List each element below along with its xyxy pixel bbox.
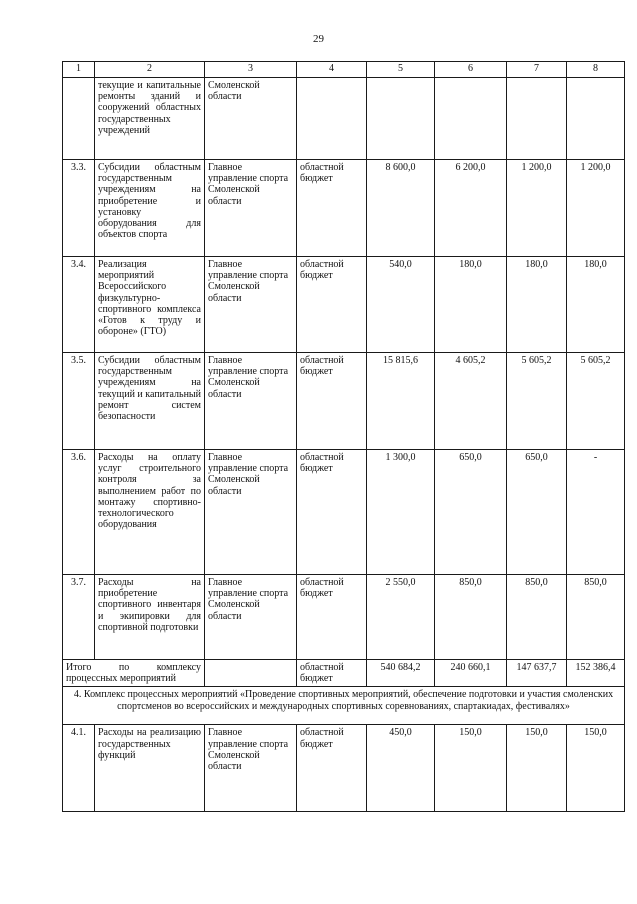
funding-source: областной бюджет: [297, 353, 367, 450]
funding-source: областной бюджет: [297, 575, 367, 660]
responsible-org: Главное управление спорта Смоленской области: [205, 160, 297, 257]
value-col8: 152 386,4: [567, 660, 625, 687]
col-header-2: 2: [95, 62, 205, 78]
item-number: 3.5.: [63, 353, 95, 450]
header-row: [63, 62, 625, 78]
item-name: Расходы на оплату услуг строительного контроля за выполнением работ по монтажу спортивно-технологического оборудования: [95, 450, 205, 575]
col-header-6: 6: [435, 62, 507, 78]
value-col6: 650,0: [435, 450, 507, 575]
budget-table: [62, 61, 625, 812]
item-number: [63, 78, 95, 160]
value-col7: 147 637,7: [507, 660, 567, 687]
value-col7: 150,0: [507, 725, 567, 812]
col-header-3: 3: [205, 62, 297, 78]
responsible-org: Главное управление спорта Смоленской области: [205, 257, 297, 353]
item-number: 3.6.: [63, 450, 95, 575]
value-col8: 1 200,0: [567, 160, 625, 257]
table-row: [63, 450, 625, 575]
table-row: [63, 78, 625, 160]
item-name: Реализация мероприятий Всероссийского физкультурно-спортивного комплекса «Готов к труду и обороне» (ГТО): [95, 257, 205, 353]
value-col7: 850,0: [507, 575, 567, 660]
page-number: 29: [313, 33, 324, 45]
table-row: [63, 257, 625, 353]
value-col5: 540 684,2: [367, 660, 435, 687]
value-col5: [367, 78, 435, 160]
col-header-8: 8: [567, 62, 625, 78]
value-col5: 15 815,6: [367, 353, 435, 450]
value-col6: [435, 78, 507, 160]
funding-source: [297, 78, 367, 160]
value-col8: 5 605,2: [567, 353, 625, 450]
item-number: 4.1.: [63, 725, 95, 812]
value-col6: 4 605,2: [435, 353, 507, 450]
value-col8: 180,0: [567, 257, 625, 353]
item-name: Субсидии областным государственным учреждениям на текущий и капитальный ремонт систем безопасности: [95, 353, 205, 450]
value-col8: 150,0: [567, 725, 625, 812]
value-col6: 180,0: [435, 257, 507, 353]
value-col5: 8 600,0: [367, 160, 435, 257]
item-number: 3.3.: [63, 160, 95, 257]
value-col5: 1 300,0: [367, 450, 435, 575]
item-name: Расходы на приобретение спортивного инвентаря и экипировки для спортивной подготовки: [95, 575, 205, 660]
table-row: [63, 353, 625, 450]
item-number: 3.7.: [63, 575, 95, 660]
value-col6: 240 660,1: [435, 660, 507, 687]
section-title: 4. Комплекс процессных мероприятий «Проведение спортивных мероприятий, обеспечение подготовки и участия смоленских спортсменов во всероссийских и международных спортивных соревнованиях, спартакиадах, фестивалях»: [63, 687, 625, 725]
total-row: [63, 660, 625, 687]
col-header-1: 1: [63, 62, 95, 78]
funding-source: областной бюджет: [297, 160, 367, 257]
col-header-7: 7: [507, 62, 567, 78]
funding-source: областной бюджет: [297, 257, 367, 353]
value-col7: 180,0: [507, 257, 567, 353]
col-header-5: 5: [367, 62, 435, 78]
section-row: [63, 687, 625, 725]
responsible-org: Главное управление спорта Смоленской области: [205, 353, 297, 450]
item-name: текущие и капитальные ремонты зданий и сооружений областных государственных учреждений: [95, 78, 205, 160]
value-col7: 650,0: [507, 450, 567, 575]
value-col5: 540,0: [367, 257, 435, 353]
value-col7: 1 200,0: [507, 160, 567, 257]
funding-source: областной бюджет: [297, 660, 367, 687]
funding-source: областной бюджет: [297, 450, 367, 575]
table-row: [63, 575, 625, 660]
col-header-4: 4: [297, 62, 367, 78]
value-col5: 450,0: [367, 725, 435, 812]
value-col6: 150,0: [435, 725, 507, 812]
value-col6: 6 200,0: [435, 160, 507, 257]
total-label: Итого по комплексу процессных мероприятий: [63, 660, 205, 687]
table-body: [63, 62, 625, 812]
responsible-org: Смоленской области: [205, 78, 297, 160]
item-name: Субсидии областным государственным учреждениям на приобретение и установку оборудования для объектов спорта: [95, 160, 205, 257]
responsible-org: Главное управление спорта Смоленской области: [205, 575, 297, 660]
funding-source: областной бюджет: [297, 725, 367, 812]
value-col8: -: [567, 450, 625, 575]
value-col8: [567, 78, 625, 160]
responsible-org: Главное управление спорта Смоленской области: [205, 450, 297, 575]
value-col6: 850,0: [435, 575, 507, 660]
value-col7: [507, 78, 567, 160]
total-empty-cell: [205, 660, 297, 687]
item-name: Расходы на реализацию государственных функций: [95, 725, 205, 812]
item-number: 3.4.: [63, 257, 95, 353]
value-col8: 850,0: [567, 575, 625, 660]
value-col5: 2 550,0: [367, 575, 435, 660]
value-col7: 5 605,2: [507, 353, 567, 450]
responsible-org: Главное управление спорта Смоленской области: [205, 725, 297, 812]
table-row: [63, 160, 625, 257]
table-row: [63, 725, 625, 812]
